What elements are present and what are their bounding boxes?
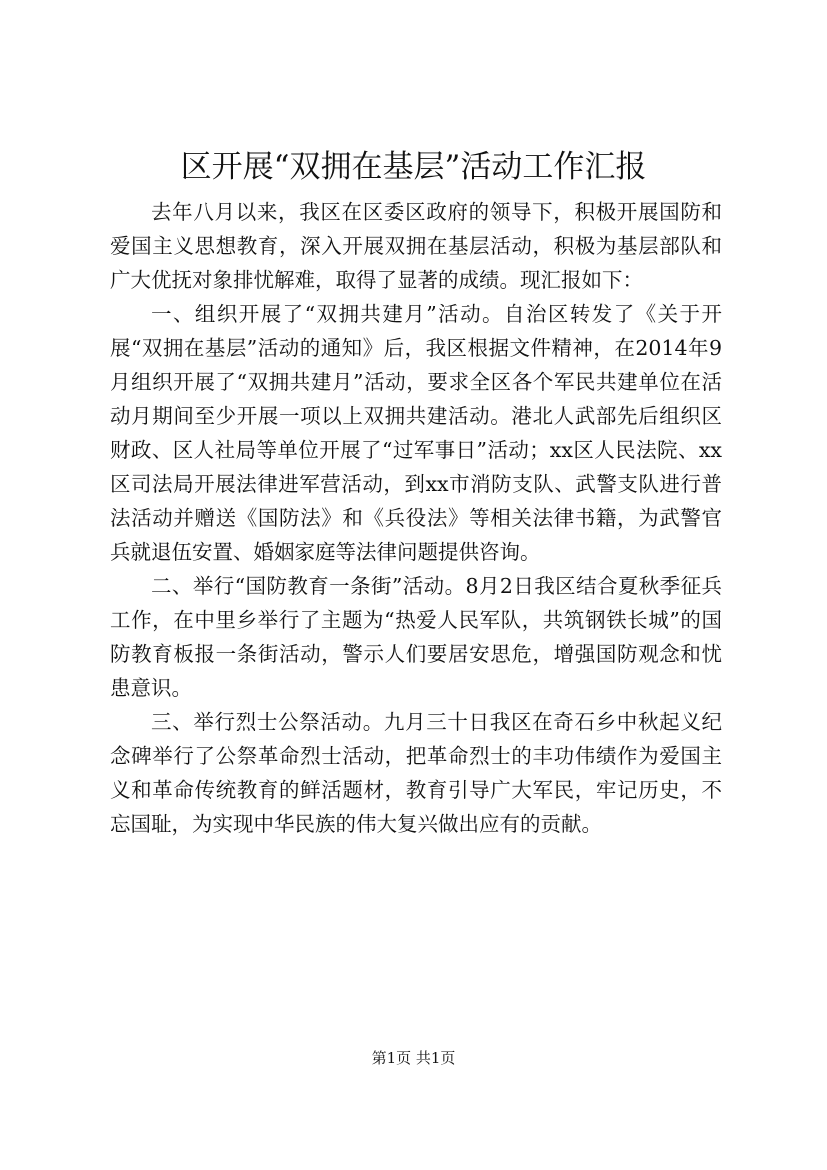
paragraph-section-3: 三、举行烈士公祭活动。九月三十日我区在奇石乡中秋起义纪念碑举行了公祭革命烈士活动，把革命烈士的丰功伟绩作为爱国主义和革命传统教育的鲜活题材，教育引导广大军民，牢记历史，不忘国耻，为实现中华民族的伟大复兴做出应有的贡献。 [110, 710, 722, 836]
paragraph-intro: 去年八月以来，我区在区委区政府的领导下，积极开展国防和爱国主义思想教育，深入开展双拥在基层活动，积极为基层部队和广大优抚对象排忧解难，取得了显著的成绩。现汇报如下： [110, 200, 722, 292]
paragraph-section-1: 一、组织开展了“双拥共建月”活动。自治区转发了《关于开展“双拥在基层”活动的通知》后，我区根据文件精神，在2014年9月组织开展了“双拥共建月”活动，要求全区各个军民共建单位在活动月期间至少开展一项以上双拥共建活动。港北人武部先后组织区财政、区人社局等单位开展了“过军事日”活动；xx区人民法院、xx区司法局开展法律进军营活动，到xx市消防支队、武警支队进行普法活动并赠送《国防法》和《兵役法》等相关法律书籍，为武警官兵就退伍安置、婚姻家庭等法律问题提供咨询。 [110, 302, 722, 564]
page-footer: 第1页 共1页 [371, 1049, 456, 1067]
paragraph-section-2: 二、举行“国防教育一条街”活动。8月2日我区结合夏秋季征兵工作，在中里乡举行了主题为“热爱人民军队，共筑钢铁长城”的国防教育板报一条街活动，警示人们要居安思危，增强国防观念和忧患意识。 [110, 574, 722, 700]
document-body [110, 195, 722, 841]
document-title: 区开展“双拥在基层”活动工作汇报 [180, 149, 647, 185]
